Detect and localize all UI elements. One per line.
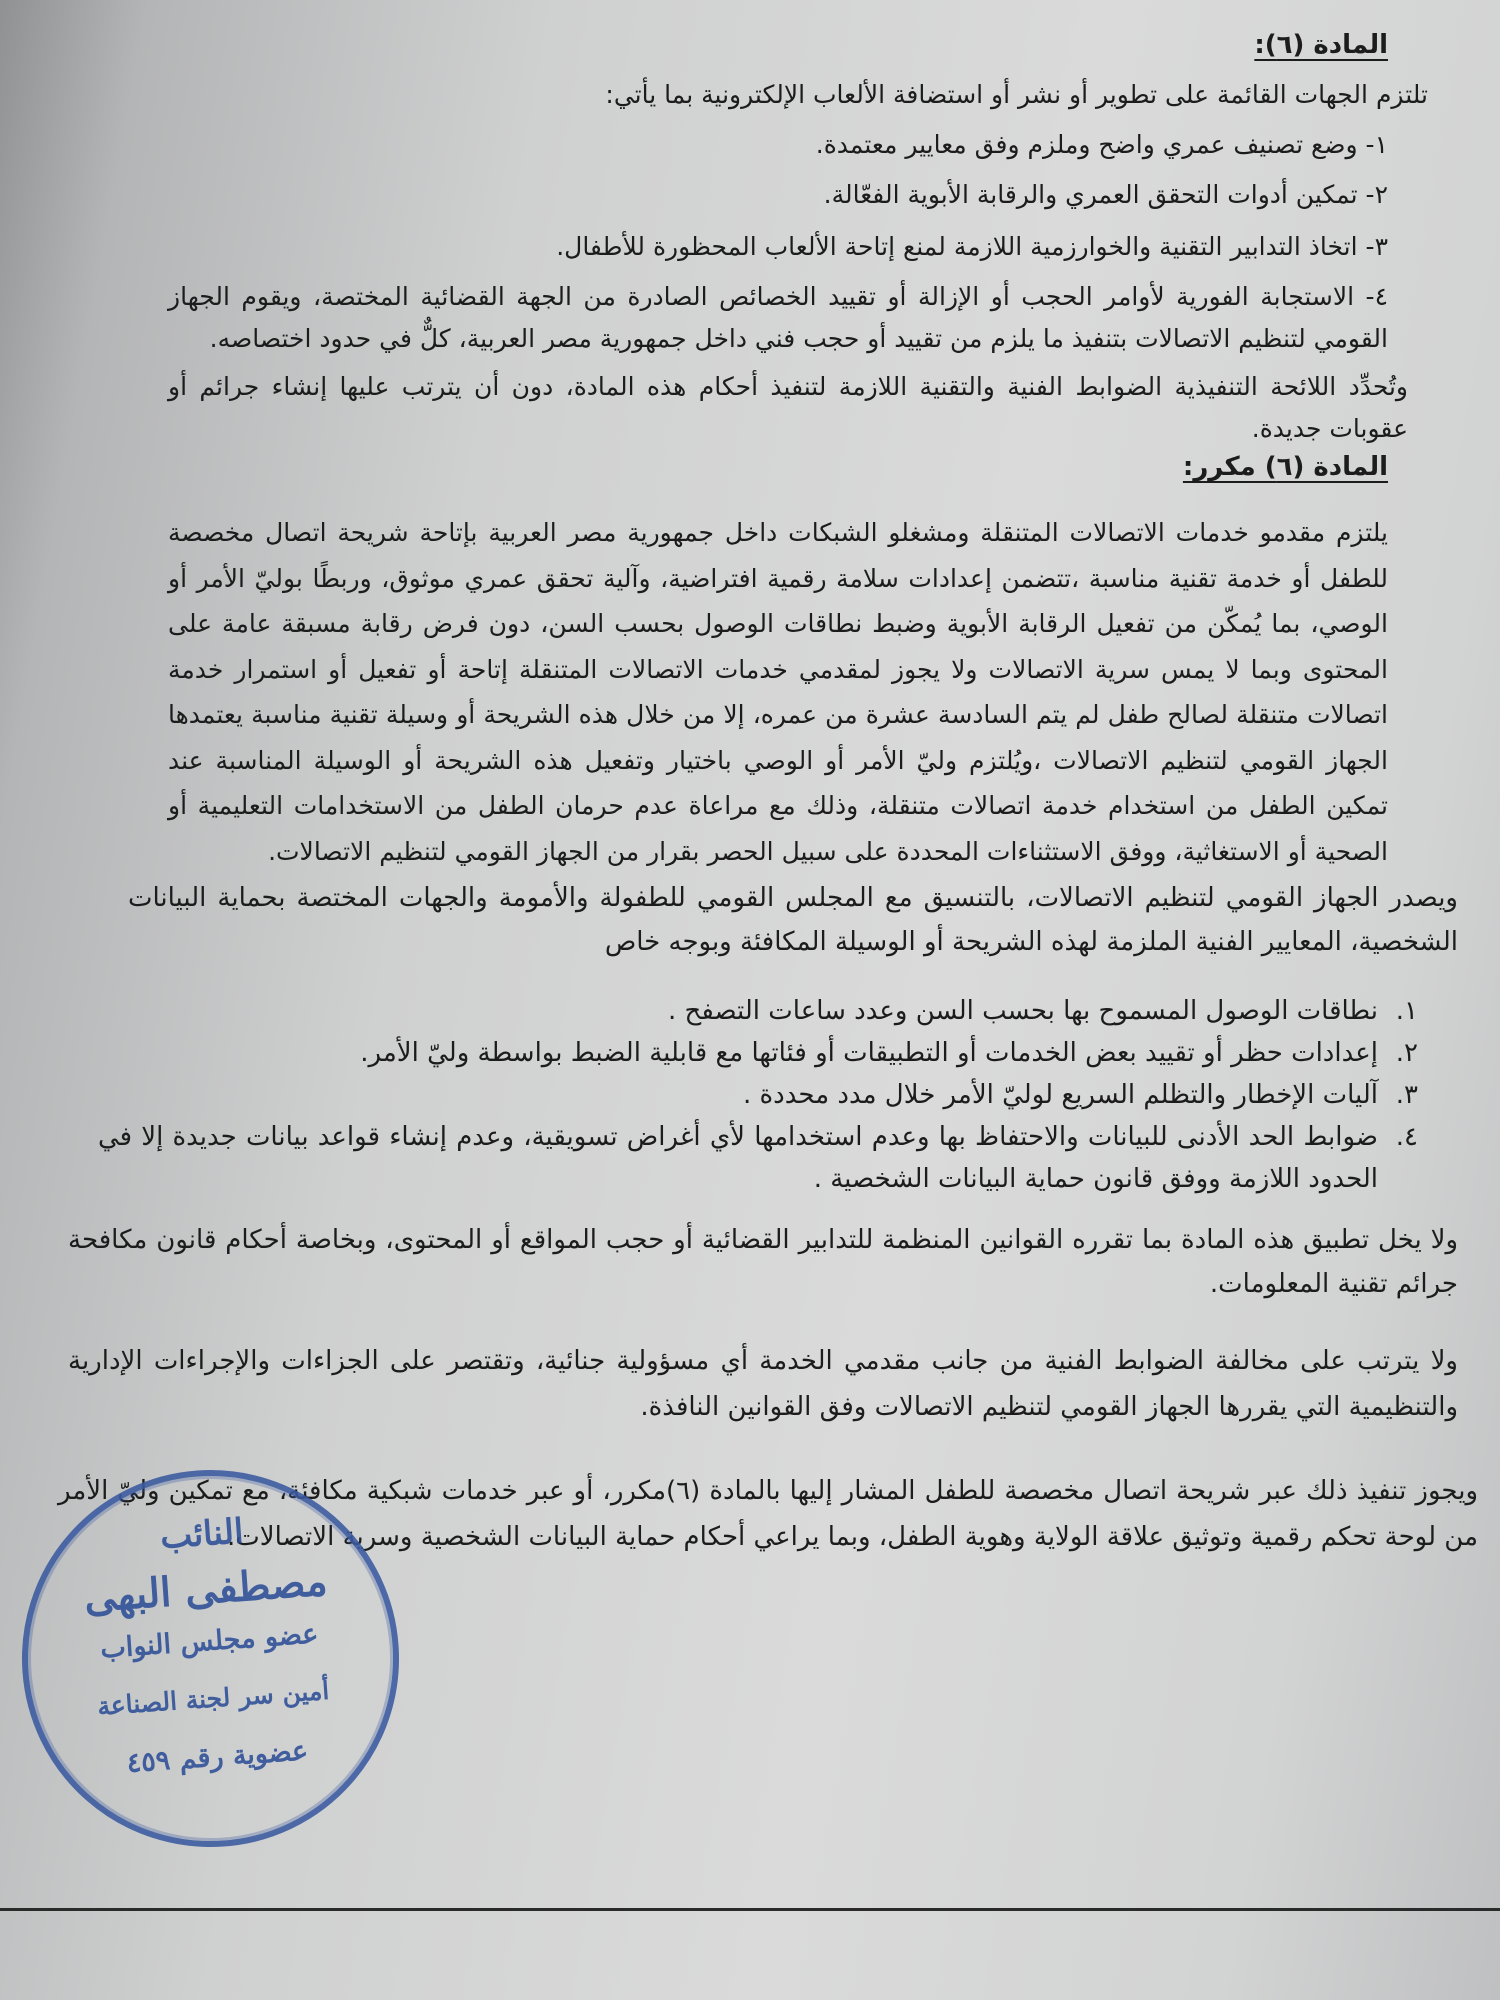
article-6-item: ٢- تمكين أدوات التحقق العمري والرقابة الأبوية الفعّالة.	[823, 180, 1388, 209]
article-6-bis-heading: المادة (٦) مكرر:	[1182, 452, 1388, 482]
article-6-closing: وتُحدِّد اللائحة التنفيذية الضوابط الفنية والتقنية اللازمة لتنفيذ أحكام هذه المادة، دون أن يترتب عليها إنشاء جرائم أو عقوبات جديدة.	[168, 372, 1408, 443]
article-6-item: ٣- اتخاذ التدابير التقنية والخوارزمية اللازمة لمنع إتاحة الألعاب المحظورة للأطفال.	[556, 232, 1388, 261]
stamp-title: النائب	[158, 1511, 245, 1558]
article-6-bis-paragraph: ويصدر الجهاز القومي لتنظيم الاتصالات، بالتنسيق مع المجلس القومي للطفولة والأمومة والجهات المختصة بحماية البيانات الشخصية، المعايير الفنية الملزمة لهذه الشريحة أو الوسيلة المكافئة وبوجه خاص	[128, 883, 1458, 957]
standards-list	[98, 990, 1418, 1200]
article-6-bis-paragraph: ولا يخل تطبيق هذه المادة بما تقرره القوانين المنظمة للتدابير القضائية أو حجب المواقع أو المحتوى، وبخاصة أحكام قانون مكافحة جرائم تقنية المعلومات.	[68, 1225, 1458, 1299]
stamp-line: عضو مجلس النواب	[99, 1618, 320, 1665]
bottom-divider	[0, 1908, 1500, 1911]
stamp-line: أمين سر لجنة الصناعة	[96, 1675, 331, 1721]
article-6-heading: المادة (٦):	[1254, 30, 1388, 60]
article-6-bis-paragraph: ولا يترتب على مخالفة الضوابط الفنية من جانب مقدمي الخدمة أي مسؤولية جنائية، وتقتصر على الجزاءات والإجراءات الإدارية والتنظيمية التي يقررها الجهاز القومي لتنظيم الاتصالات وفق القوانين النافذة.	[68, 1346, 1458, 1422]
list-item: ٢. إعدادات حظر أو تقييد بعض الخدمات أو التطبيقات أو فئاتها مع قابلية الضبط بواسطة وليّ الأمر.	[360, 1038, 1418, 1068]
stamp-name: مصطفى البهى	[82, 1557, 329, 1622]
stamp-line: عضوية رقم ٤٥٩	[125, 1735, 310, 1780]
article-6-item: ٤- الاستجابة الفورية لأوامر الحجب أو الإزالة أو تقييد الخصائص الصادرة من الجهة القضائية المختصة، ويقوم الجهاز القومي لتنظيم الاتصالات بتنفيذ ما يلزم من تقييد أو حجب فني داخل جمهورية مصر العربية، كلٌّ في حدود اختصاصه.	[168, 282, 1388, 353]
article-6-intro: تلتزم الجهات القائمة على تطوير أو نشر أو استضافة الألعاب الإلكترونية بما يأتي:	[605, 80, 1428, 109]
list-item: ٤. ضوابط الحد الأدنى للبيانات والاحتفاظ بها وعدم استخدامها لأي أغراض تسويقية، وعدم إنشاء قواعد بيانات جديدة إلا في الحدود اللازمة ووفق قانون حماية البيانات الشخصية .	[98, 1122, 1418, 1194]
article-6-item: ١- وضع تصنيف عمري واضح وملزم وفق معايير معتمدة.	[815, 130, 1388, 159]
article-6-bis-paragraph: ويجوز تنفيذ ذلك عبر شريحة اتصال مخصصة للطفل المشار إليها بالمادة (٦)مكرر، أو عبر خدمات شبكية مكافئة، مع تمكين وليّ الأمر من لوحة تحكم رقمية وتوثيق علاقة الولاية وهوية الطفل، وبما يراعي أحكام حماية البيانات الشخصية وسرية الاتصالات.	[58, 1476, 1478, 1552]
list-item: ٣. آليات الإخطار والتظلم السريع لوليّ الأمر خلال مدد محددة .	[743, 1080, 1418, 1110]
list-item: ١. نطاقات الوصول المسموح بها بحسب السن وعدد ساعات التصفح .	[668, 996, 1418, 1026]
article-6-bis-paragraph: يلتزم مقدمو خدمات الاتصالات المتنقلة ومشغلو الشبكات داخل جمهورية مصر العربية بإتاحة شريحة اتصال مخصصة للطفل أو خدمة تقنية مناسبة ،تتضمن إعدادات سلامة رقمية افتراضية، وآلية تحقق عمري موثوق، وربطًا بوليّ الأمر أو الوصي، بما يُمكّن من تفعيل الرقابة الأبوية وضبط نطاقات الوصول بحسب السن، دون فرض رقابة مسبقة عامة على المحتوى وبما لا يمس سرية الاتصالات ولا يجوز لمقدمي خدمات الاتصالات المتنقلة إتاحة أو تفعيل أو استمرار خدمة اتصالات متنقلة لصالح طفل لم يتم السادسة عشرة من عمره، إلا من خلال هذه الشريحة أو وسيلة تقنية مناسبة يعتمدها الجهاز القومي لتنظيم الاتصالات ،ويُلتزم وليّ الأمر أو الوصي باختيار وتفعيل هذه الشريحة أو الوسيلة المناسبة عند تمكين الطفل من استخدام خدمة اتصالات متنقلة، وذلك مع مراعاة عدم حرمان الطفل من الاستخدامات التعليمية أو الصحية أو الاستغاثية، ووفق الاستثناءات المحددة على سبيل الحصر بقرار من الجهاز القومي لتنظيم الاتصالات.	[168, 518, 1388, 866]
